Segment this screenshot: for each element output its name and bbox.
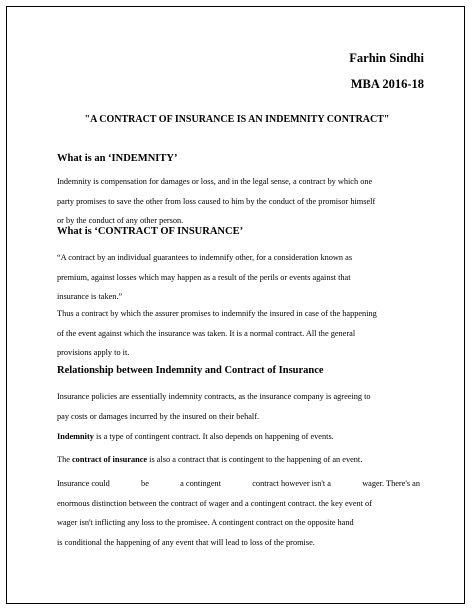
text-line: enormous distinction between the contract of wager and a contingent contract. the key event of	[57, 498, 372, 508]
indemnity-contingent-text: is a type of contingent contract. It also depends on happening of events.	[93, 432, 334, 441]
program-label: MBA 2016-18	[350, 77, 424, 91]
text-line: party promises to save the other from loss caused to him by the conduct of the promisor himself	[57, 196, 376, 206]
text-line	[57, 427, 420, 447]
text-line: wager isn't inflicting any loss to the promisee. A contingent contract on the opposite hand	[57, 518, 354, 527]
text-line: Insurance policies are essentially indemnity contracts, as the insurance company is agreeing to	[57, 392, 371, 401]
heading-contract-of-insurance: What is ‘CONTRACT OF INSURANCE’	[57, 226, 244, 237]
word: a contingent	[180, 479, 221, 488]
contract-of-insurance-bold-term: contract of insurance	[71, 455, 148, 464]
paragraph-contract-quote	[57, 248, 420, 307]
paragraph-wager	[57, 474, 420, 552]
document-title: "A CONTRACT OF INSURANCE IS AN INDEMNITY CONTRACT"	[84, 114, 390, 125]
paragraph-contract-contingent	[57, 450, 420, 470]
heading-relationship: Relationship between Indemnity and Contract of Insurance	[57, 365, 324, 376]
text-line: Indemnity is compensation for damages or loss, and in the legal sense, a contract by which one	[57, 177, 373, 186]
author-name: Farhin Sindhi	[349, 51, 424, 65]
coi-rest-text: is also a contract that is contingent to the happening of an event.	[147, 455, 363, 464]
text-line: or by the conduct of any other person.	[57, 216, 184, 225]
text-line: Thus a contract by which the assurer promises to indemnify the insured in case of the happening	[57, 309, 377, 318]
indemnity-bold-term: Indemnity	[57, 432, 94, 441]
coi-prefix-text: The	[57, 455, 72, 464]
word: contract however isn't a	[252, 479, 331, 488]
text-line	[57, 450, 420, 470]
paragraph-relationship	[57, 387, 420, 426]
text-line	[57, 474, 420, 494]
word: be	[141, 479, 149, 488]
text-line: pay costs or damages incurred by the insured on their behalf.	[57, 411, 260, 421]
text-line: provisions apply to it.	[57, 348, 130, 357]
paragraph-indemnity-contingent	[57, 427, 420, 447]
text-line: of the event against which the insurance was taken. It is a normal contract. All the general	[57, 328, 356, 338]
word: wager. There's an	[362, 479, 420, 488]
paragraph-indemnity-definition	[57, 172, 420, 231]
text-line: is conditional the happening of any event that will lead to loss of the promise.	[57, 537, 315, 547]
heading-indemnity: What is an ‘INDEMNITY’	[57, 153, 178, 164]
text-line: insurance is taken.”	[57, 292, 123, 301]
paragraph-contract-thus	[57, 304, 420, 363]
word: Insurance could	[57, 479, 110, 488]
text-line: “A contract by an individual guarantees to indemnify other, for a consideration known as	[57, 253, 353, 262]
text-line: premium, against losses which may happen as a result of the perils or events against that	[57, 272, 351, 282]
